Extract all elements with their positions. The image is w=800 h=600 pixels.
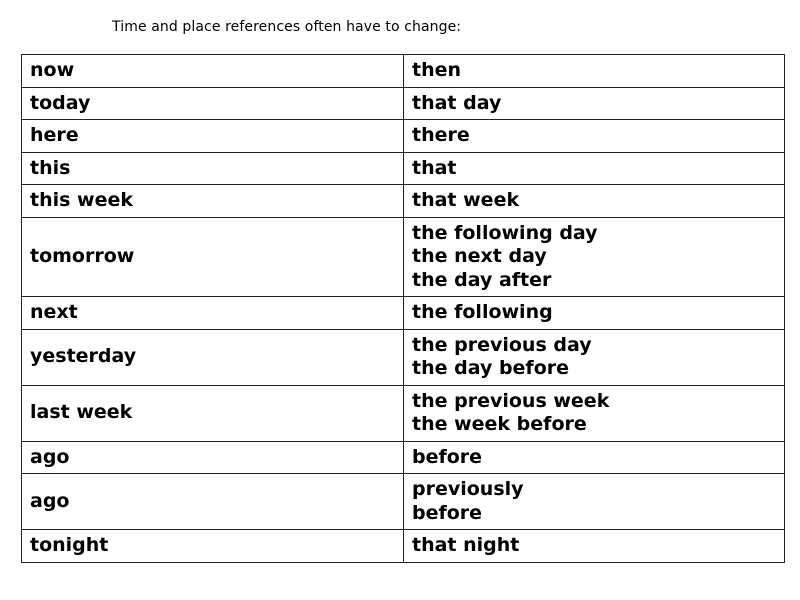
changed-reference-line: then: [412, 59, 462, 81]
original-reference-cell: this: [22, 152, 404, 185]
table-row: [22, 385, 785, 441]
changed-reference-line: the day before: [412, 357, 570, 379]
table-row: [22, 185, 785, 218]
table-row: [22, 55, 785, 88]
changed-reference-cell: [404, 217, 785, 297]
changed-reference-line: the previous day: [412, 333, 592, 356]
original-reference-cell: tonight: [22, 530, 404, 563]
changed-reference-line: that: [412, 156, 457, 179]
changed-reference-line: that week: [412, 189, 520, 211]
table-row: [22, 329, 785, 385]
changed-reference-line: before: [412, 501, 483, 524]
table-row: [22, 217, 785, 297]
changed-reference-line: the next day: [412, 245, 547, 267]
changed-reference-line: the following: [412, 301, 553, 323]
changed-reference-cell: [404, 152, 785, 185]
changed-reference-cell: [404, 297, 785, 330]
original-reference-cell: ago: [22, 474, 404, 530]
changed-reference-line: the previous week: [412, 389, 610, 412]
original-reference-cell: tomorrow: [22, 217, 404, 297]
table-row: [22, 297, 785, 330]
changed-reference-cell: [404, 385, 785, 441]
changed-reference-line: the following day: [412, 221, 598, 244]
changed-reference-line: that night: [412, 534, 520, 556]
changed-reference-cell: [404, 441, 785, 474]
changed-reference-cell: [404, 329, 785, 385]
changed-reference-line: the week before: [412, 413, 587, 435]
table-row: [22, 441, 785, 474]
original-reference-cell: next: [22, 297, 404, 330]
changed-reference-cell: [404, 474, 785, 530]
page-heading: Time and place references often have to change:: [112, 19, 462, 35]
changed-reference-line: there: [412, 124, 470, 146]
table-row: [22, 120, 785, 153]
changed-reference-cell: [404, 55, 785, 88]
original-reference-cell: ago: [22, 441, 404, 474]
table-row: [22, 87, 785, 120]
original-reference-cell: this week: [22, 185, 404, 218]
changed-reference-cell: [404, 120, 785, 153]
changed-reference-line: before: [412, 445, 483, 468]
original-reference-cell: here: [22, 120, 404, 153]
table-row: [22, 474, 785, 530]
original-reference-cell: now: [22, 55, 404, 88]
original-reference-cell: last week: [22, 385, 404, 441]
changed-reference-cell: [404, 185, 785, 218]
original-reference-cell: today: [22, 87, 404, 120]
changed-reference-line: the day after: [412, 268, 552, 291]
changed-reference-line: previously: [412, 478, 524, 500]
reference-table: [21, 54, 785, 563]
table-row: [22, 152, 785, 185]
changed-reference-line: that day: [412, 91, 502, 114]
changed-reference-cell: [404, 87, 785, 120]
original-reference-cell: yesterday: [22, 329, 404, 385]
changed-reference-cell: [404, 530, 785, 563]
reference-table-body: [22, 55, 785, 563]
table-row: [22, 530, 785, 563]
